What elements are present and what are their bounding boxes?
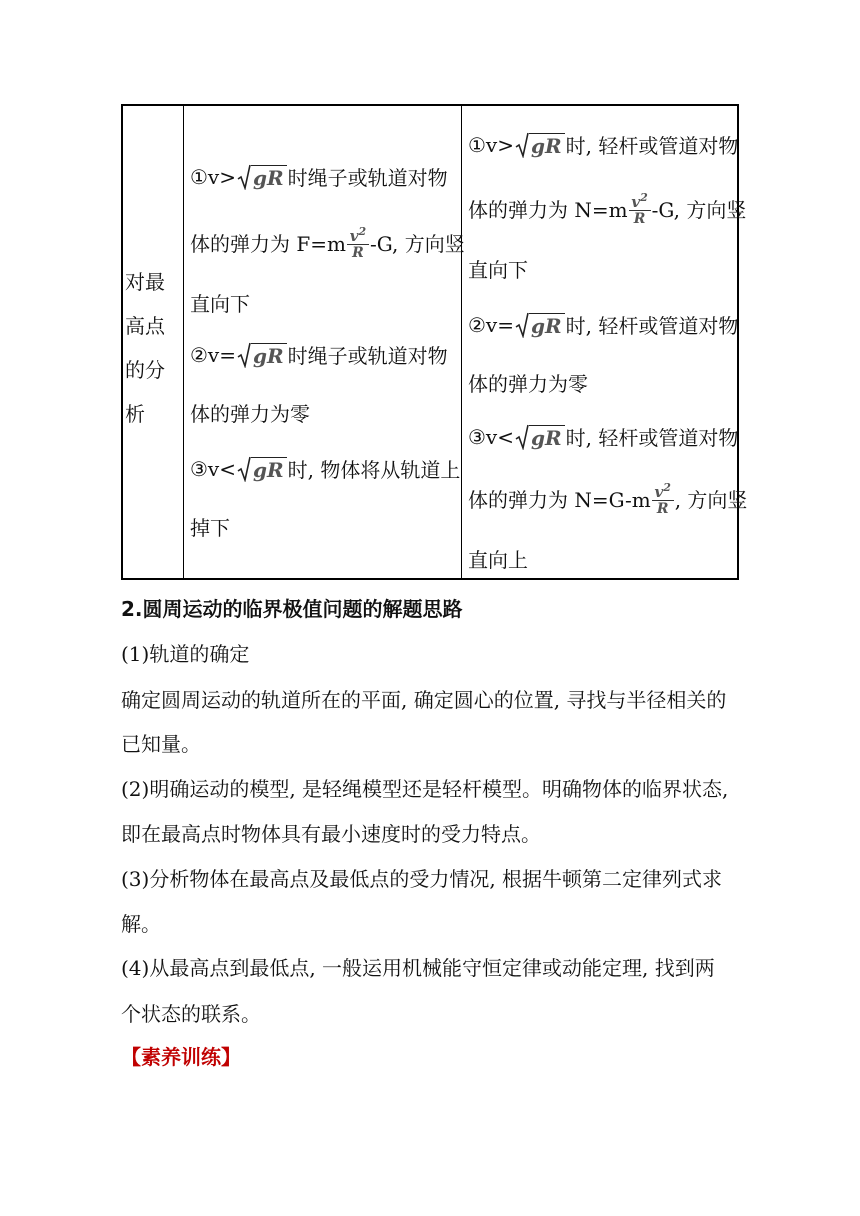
paragraph-line: 即在最高点时物体具有最小速度时的受力特点。 [121,822,541,846]
radicand: gR [529,425,565,450]
text: 体的弹力为 F=m [190,232,346,256]
text: -G, 方向竖 [369,232,465,256]
rope-line-7: 掉下 [190,516,230,540]
rod-line-1 [468,130,738,159]
sqrt-gR [237,164,287,190]
frac-den: R [633,211,646,227]
row-label-line: 对最 [125,270,165,294]
sqrt-gR [237,342,287,368]
paragraph-line: (3)分析物体在最高点及最低点的受力情况, 根据牛顿第二定律列式求 [121,867,723,891]
radicand: gR [251,165,287,190]
row-label-line: 析 [125,402,145,426]
text: 时, 轻杆或管道对物 [565,134,739,158]
section-title: 2.圆周运动的临界极值问题的解题思路 [121,597,463,621]
radicand: gR [529,313,565,338]
text: -G, 方向竖 [651,198,747,222]
frac-exp: 2 [640,191,648,204]
fraction-v2-over-R [347,224,369,261]
table-divider [183,106,184,578]
text: 时, 轻杆或管道对物 [565,314,739,338]
rod-line-3: 直向下 [468,258,528,282]
rod-line-6 [468,422,738,451]
paragraph-line: 解。 [121,912,161,936]
radicand: gR [251,343,287,368]
rope-line-2 [190,224,465,261]
text: 时绳子或轨道对物 [287,344,448,368]
rope-model-cell [185,106,465,578]
frac-exp: 2 [358,225,367,238]
rod-line-8: 直向上 [468,548,528,572]
text: ②v= [190,342,236,367]
frac-num: v [631,193,641,211]
row-label [123,106,183,578]
frac-den: R [352,245,364,261]
sqrt-gR [515,312,565,338]
frac-num: v [349,227,359,245]
sqrt-gR [237,456,287,482]
fraction-v2-over-R [652,480,674,517]
paragraph-line: (2)明确运动的模型, 是轻绳模型还是轻杆模型。明确物体的临界状态, [121,777,729,801]
row-label-line: 高点 [125,314,165,338]
radicand: gR [529,133,565,158]
training-label: 【素养训练】 [121,1045,241,1069]
table-divider [461,106,462,578]
text: ③v< [190,456,236,481]
sqrt-gR [515,132,565,158]
frac-num: v [654,483,664,501]
rope-line-6 [190,454,460,483]
text: ①v> [190,164,236,189]
paragraph-line: (1)轨道的确定 [121,642,250,666]
paragraph-line: (4)从最高点到最低点, 一般运用机械能守恒定律或动能定理, 找到两 [121,956,715,980]
rope-line-1 [190,162,448,191]
text: ②v= [468,312,514,337]
text: 时绳子或轨道对物 [287,166,448,190]
fraction-v2-over-R [629,190,651,227]
rope-line-3: 直向下 [190,292,250,316]
rod-model-cell [463,106,748,578]
text: , 方向竖 [674,488,748,512]
frac-exp: 2 [663,481,671,494]
text: ③v< [468,424,514,449]
frac-den: R [656,501,669,517]
paragraph-line: 确定圆周运动的轨道所在的平面, 确定圆心的位置, 寻找与半径相关的 [121,688,727,712]
row-label-line: 的分 [125,358,165,382]
rope-line-5: 体的弹力为零 [190,402,310,426]
rope-line-4 [190,340,448,369]
paragraph-line: 已知量。 [121,732,201,756]
rod-line-5: 体的弹力为零 [468,372,588,396]
radicand: gR [251,457,287,482]
paragraph-line: 个状态的联系。 [121,1002,261,1026]
text: 时, 物体将从轨道上 [287,458,461,482]
rod-line-4 [468,310,738,339]
rod-line-7 [468,480,747,517]
text: 时, 轻杆或管道对物 [565,426,739,450]
text: 体的弹力为 N=G-m [468,488,651,512]
sqrt-gR [515,424,565,450]
comparison-table [121,104,748,580]
text: 体的弹力为 N=m [468,198,628,222]
rod-line-2 [468,190,746,227]
text: ①v> [468,132,514,157]
